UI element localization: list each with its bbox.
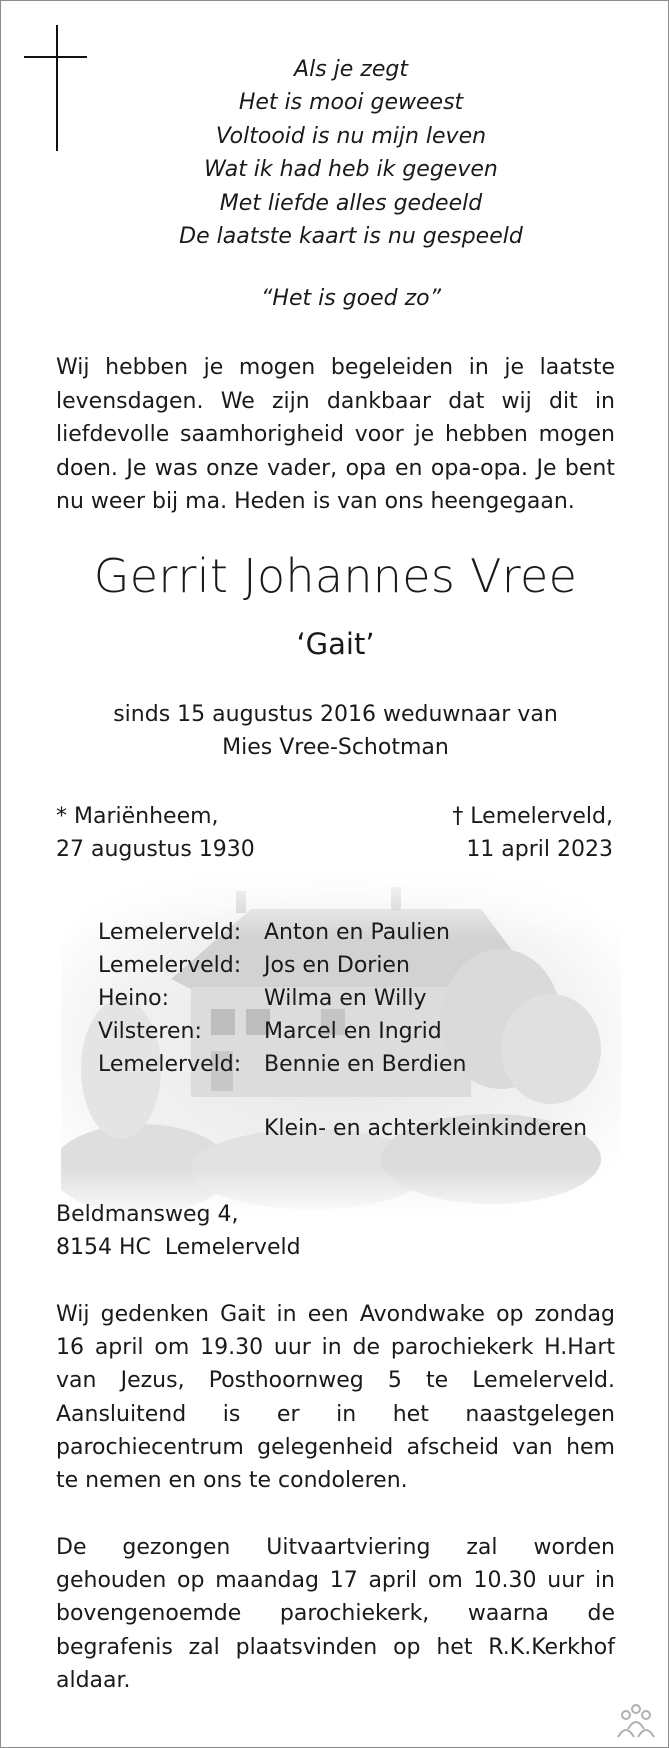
family-place: Lemelerveld: <box>98 1052 242 1077</box>
cross-horizontal-bar <box>24 56 87 58</box>
death-place: † Lemelerveld, <box>452 804 613 829</box>
spouse-name: Mies Vree-Schotman <box>222 735 449 760</box>
poem-line: Wat ik had heb ik gegeven <box>204 157 498 183</box>
deceased-name: Gerrit Johannes Vree <box>93 549 578 603</box>
family-row <box>98 949 466 982</box>
family-place: Heino: <box>98 986 170 1011</box>
family-row <box>98 1048 466 1081</box>
birth-place: * Mariënheem, <box>56 804 219 829</box>
poem-line: Voltooid is nu mijn leven <box>215 123 487 149</box>
family-place: Lemelerveld: <box>98 920 242 945</box>
family-names: Bennie en Berdien <box>264 1052 467 1077</box>
widower-notice <box>1 698 669 764</box>
death-date: 11 april 2023 <box>466 837 613 862</box>
birth-date: 27 augustus 1930 <box>56 837 255 862</box>
grandchildren-line: Klein- en achterkleinkinderen <box>264 1116 588 1141</box>
poem <box>121 53 581 253</box>
poem-line: Het is mooi geweest <box>238 90 464 116</box>
wake-paragraph: Wij gedenken Gait in een Avondwake op zondag 16 april om 19.30 uur in de parochiekerk H.Hart van Jezus, Posthoornweg 5 te Lemelerveld. Aansluitend is er in het naastgelegen parochiecentrum gelegenheid afscheid van hem te nemen en ons te condoleren. <box>56 1302 615 1494</box>
poem-line: Als je zegt <box>294 57 408 82</box>
funeral-service-paragraph: De gezongen Uitvaartviering zal worden gehouden op maandag 17 april om 10.30 uur in bovengenoemde parochiekerk, waarna de begrafenis zal plaatsvinden op het R.K.Kerkhof aldaar. <box>56 1535 615 1693</box>
birth-info <box>56 800 255 866</box>
address-street: Beldmansweg 4, <box>56 1202 239 1227</box>
cross-vertical-bar <box>56 25 58 151</box>
poem-line: Met liefde alles gedeeld <box>219 190 483 216</box>
widower-line: sinds 15 augustus 2016 weduwnaar van <box>113 702 558 727</box>
family-names: Marcel en Ingrid <box>264 1019 442 1044</box>
poem-quote: “Het is goed zo” <box>261 286 441 311</box>
family-place: Lemelerveld: <box>98 953 242 978</box>
home-address <box>56 1198 301 1264</box>
deceased-nickname: ‘Gait’ <box>296 627 375 661</box>
family-names: Jos en Dorien <box>264 953 410 978</box>
family-list <box>98 916 466 1081</box>
family-row <box>98 982 466 1015</box>
intro-paragraph: Wij hebben je mogen begeleiden in je laatste levensdagen. We zijn dankbaar dat wij dit in liefdevolle saamhorigheid voor je hebben mogen doen. Je was onze vader, opa en opa-opa. Je bent nu weer bij ma. Heden is van ons heengegaan. <box>56 355 615 514</box>
family-place: Vilsteren: <box>98 1019 202 1044</box>
death-info <box>452 800 613 866</box>
address-city: 8154 HC Lemelerveld <box>56 1235 301 1260</box>
family-row <box>98 916 466 949</box>
family-row <box>98 1015 466 1048</box>
poem-line: De laatste kaart is nu gespeeld <box>179 224 523 250</box>
people-group-logo-icon <box>614 1703 658 1739</box>
family-names: Wilma en Willy <box>264 986 427 1011</box>
family-names: Anton en Paulien <box>264 920 450 945</box>
